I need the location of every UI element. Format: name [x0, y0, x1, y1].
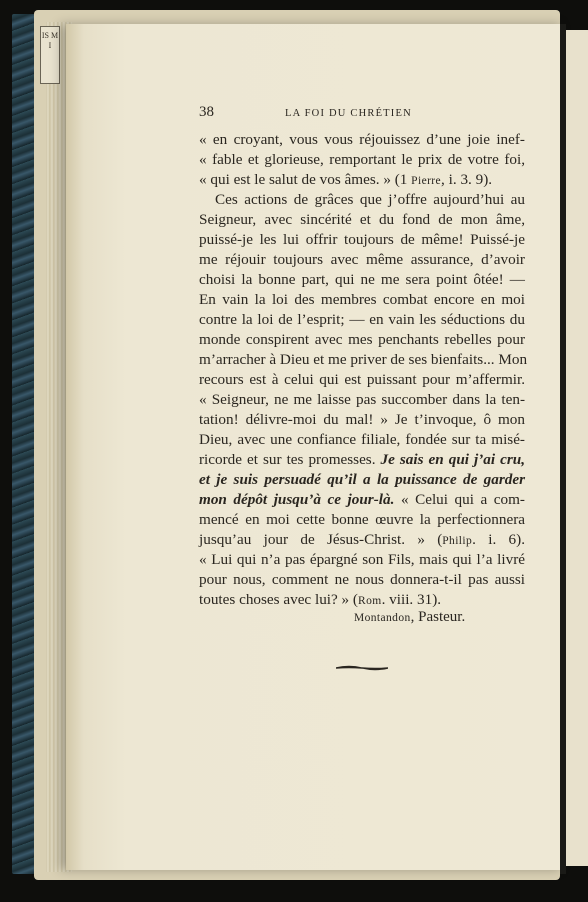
text-line	[199, 410, 525, 430]
text-line	[199, 250, 525, 270]
text-line	[199, 150, 525, 170]
page-header	[199, 102, 525, 126]
line-segment: Dieu, avec une confiance filiale, fondée sur ta misé-	[199, 431, 525, 448]
line-segment: Ces actions de grâces que j’offre aujourd’hui au	[215, 191, 525, 208]
text-line	[199, 590, 525, 610]
text-line	[199, 390, 525, 410]
text-line	[199, 310, 525, 330]
text-line	[199, 450, 525, 470]
line-segment: . i. 6).	[472, 531, 525, 548]
line-segment: et je suis persuadé qu’il a la puissance de garder	[199, 471, 525, 488]
running-head: LA FOI DU CHRÉTIEN	[285, 108, 412, 119]
line-segment: . viii. 31).	[381, 591, 442, 608]
text-line	[199, 550, 525, 570]
line-segment: « fable et glorieuse, remportant le prix de votre foi,	[199, 151, 525, 168]
text-line	[199, 470, 525, 490]
line-segment: toutes choses avec lui? » (	[199, 591, 358, 608]
text-line	[199, 530, 525, 550]
spine-label: IS M I	[40, 26, 60, 84]
text-line	[199, 210, 525, 230]
line-segment: me réjouir toujours avec même assurance, d’avoir	[199, 251, 525, 268]
line-segment: jusqu’au jour de Jésus-Christ. » (	[199, 531, 443, 548]
next-page-sliver	[566, 30, 588, 866]
line-segment: Philip	[442, 535, 473, 547]
text-line	[199, 490, 525, 510]
page-number: 38	[199, 104, 214, 120]
line-segment: pour nous, comment ne nous donnera-t-il pas aussi	[199, 571, 525, 588]
text-line	[199, 190, 525, 210]
line-segment: mencé en moi cette bonne œuvre la perfectionnera	[199, 511, 525, 528]
text-line	[199, 510, 525, 530]
line-segment: monde conspirent avec mes penchants rebelles pour	[199, 331, 525, 348]
line-segment: En vain la loi des membres combat encore en moi	[199, 291, 525, 308]
ornament-rule	[336, 664, 388, 672]
line-segment: mon dépôt jusqu’à ce jour-là.	[199, 491, 395, 508]
text-line	[199, 330, 525, 350]
text-line	[199, 350, 528, 370]
line-segment: « Celui qui a com-	[394, 491, 525, 508]
line-segment: puissé-je les lui offrir toujours de même! Puissé-je	[199, 231, 525, 248]
text-line	[199, 430, 525, 450]
signature-title: , Pasteur.	[410, 609, 466, 625]
line-segment: Je sais en qui j’ai cru,	[380, 451, 525, 468]
line-segment: « Seigneur, ne me laisse pas succomber dans la ten-	[199, 391, 525, 408]
line-segment: « Lui qui n’a pas épargné son Fils, mais qui l’a livré	[199, 551, 525, 568]
line-segment: choisi la bonne part, qui ne me sera point ôtée! —	[199, 271, 525, 288]
text-line	[199, 130, 525, 150]
line-segment: m’arracher à Dieu et me priver de ses bienfaits... Mon	[199, 351, 528, 368]
line-segment: « qui est le salut de vos âmes. » (1	[199, 171, 412, 188]
line-segment: contre la loi de l’esprit; — en vain les séductions du	[199, 311, 525, 328]
page-text	[199, 102, 528, 610]
line-segment: « en croyant, vous vous réjouissez d’une joie inef-	[199, 131, 525, 148]
line-segment: , i. 3. 9).	[441, 171, 493, 188]
line-segment: Seigneur, avec sincérité et du fond de mon âme,	[199, 211, 525, 228]
text-line	[199, 230, 525, 250]
line-segment: Pierre	[411, 175, 442, 187]
text-line	[199, 170, 525, 190]
text-line	[199, 290, 525, 310]
body-lines	[199, 130, 528, 610]
line-segment: ricorde et sur tes promesses.	[199, 451, 381, 468]
signature-name: Montandon	[354, 612, 411, 624]
text-line	[199, 370, 525, 390]
signature	[354, 609, 465, 626]
line-segment: tation! délivre-moi du mal! » Je t’invoque, ô mon	[199, 411, 525, 428]
text-line	[199, 570, 525, 590]
text-line	[199, 270, 525, 290]
line-segment: Rom	[358, 595, 382, 607]
line-segment: recours est à celui qui est puissant pour m’affermir.	[199, 371, 525, 388]
